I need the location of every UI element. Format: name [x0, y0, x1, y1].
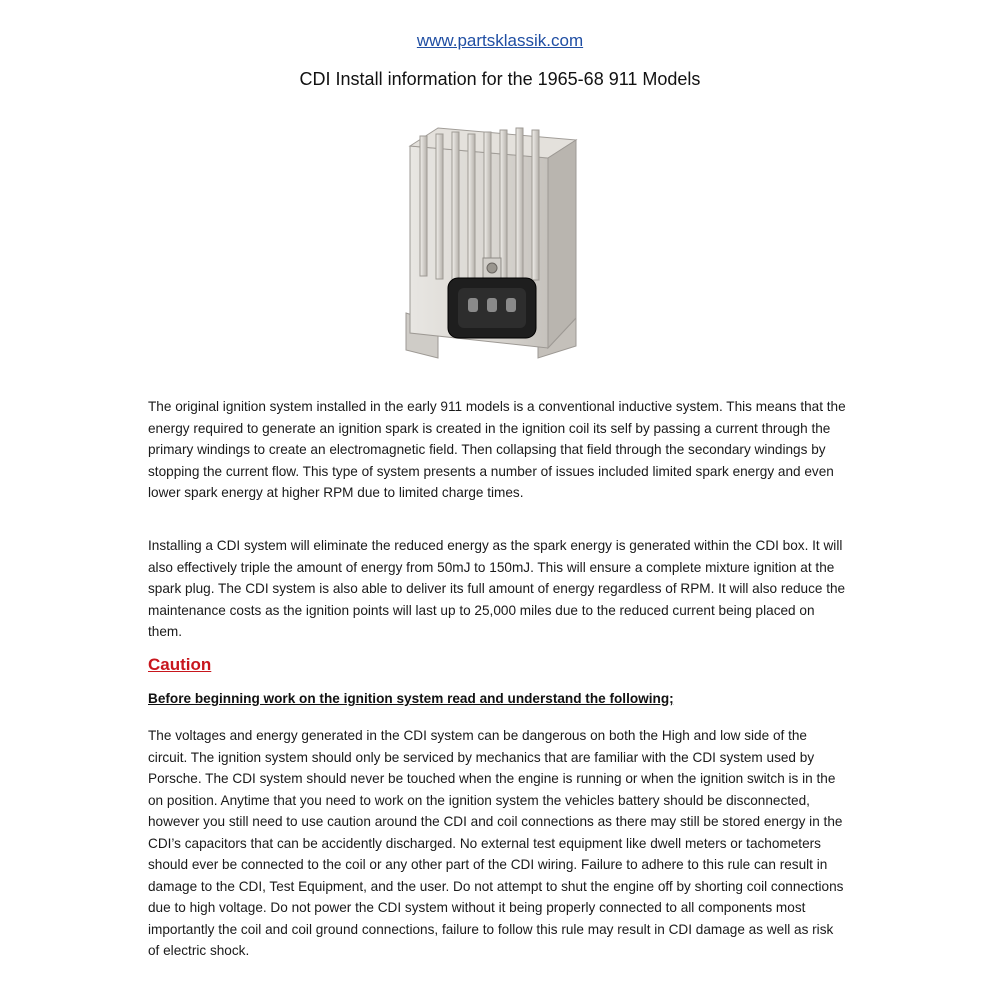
intro-paragraph: The original ignition system installed in the early 911 models is a conventional inductive system. This means that the energy required to generate an ignition spark is created in the ignition coil its self by passing a current through the primary windings to create an electromagnetic field. Then collapsing that field through the secondary windings by stopping the current flow. This type of system presents a number of issues included limited spark energy and even lower spark energy at higher RPM due to limited charge times. — [148, 399, 846, 500]
caution-paragraph: The voltages and energy generated in the CDI system can be dangerous on both the High and low side of the circuit. The ignition system should only be serviced by mechanics that are familiar with the CDI system used by Porsche. The CDI system should never be touched when the engine is running or when the ignition switch is in the on position. Anytime that you need to work on the ignition system the vehicles battery should be disconnected, however you still need to use caution around the CDI and coil connections as there may still be stored energy in the CDI’s capacitors that can be accidently discharged. No external test equipment like dwell meters or tachometers should ever be connected to the coil or any other part of the CDI wiring. Failure to adhere to this rule can result in damage to the CDI, Test Equipment, and the user. Do not attempt to shut the engine off by shorting coil connections due to high voltage. Do not power the CDI system without it being properly connected to all components most importantly the coil and coil ground connections, failure to follow this rule may result in CDI damage as well as risk of electric shock. — [148, 728, 844, 958]
cdi-benefits-paragraph: Installing a CDI system will eliminate the reduced energy as the spark energy is generated within the CDI box. It will also effectively triple the amount of energy from 50mJ to 150mJ. This will ensure a complete mixture ignition at the spark plug. The CDI system is also able to deliver its full amount of energy regardless of RPM. It will also reduce the maintenance costs as the ignition points will last up to 25,000 miles due to the reduced current being placed on them. — [148, 538, 846, 639]
site-link[interactable]: www.partsklassik.com — [416, 31, 584, 50]
caution-heading: Caution — [148, 655, 212, 674]
cdi-box-image — [398, 118, 588, 363]
document-title: CDI Install information for the 1965-68 911 Models — [299, 69, 701, 89]
caution-subheading: Before beginning work on the ignition system read and understand the following; — [148, 691, 674, 706]
